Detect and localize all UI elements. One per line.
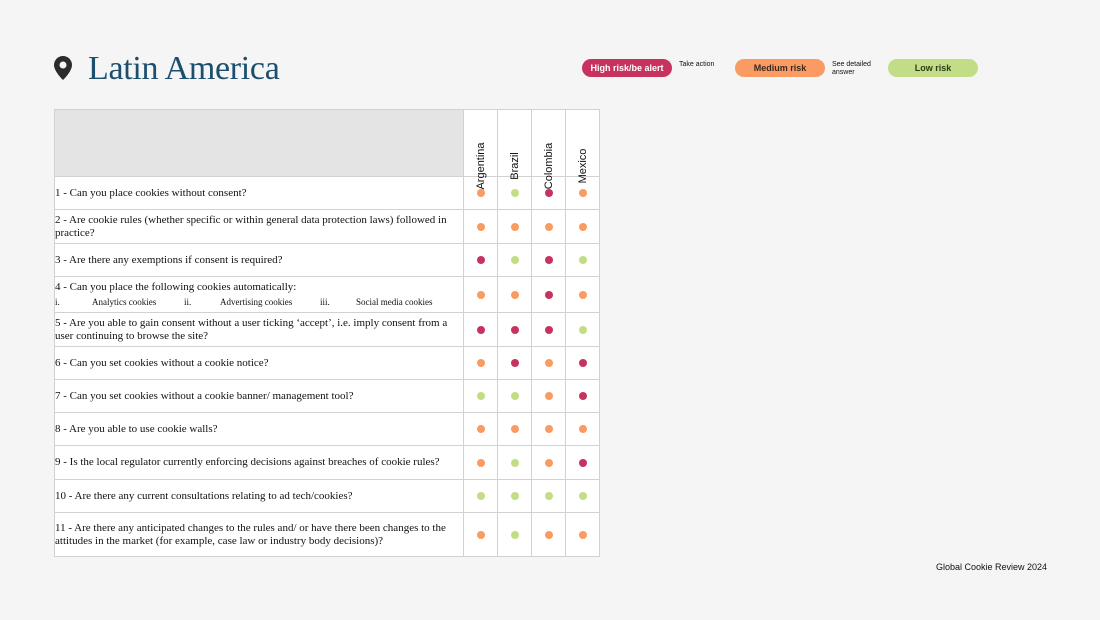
risk-dot-medium (545, 425, 553, 433)
question-cell (55, 210, 464, 244)
table-row (55, 277, 600, 313)
question-text: 7 - Can you set cookies without a cookie banner/ management tool? (55, 389, 354, 402)
risk-dot-low (477, 392, 485, 400)
risk-cell-argentina (464, 480, 498, 513)
risk-dot-medium (477, 531, 485, 539)
risk-cell-brazil (498, 480, 532, 513)
risk-cell-colombia (532, 446, 566, 480)
risk-cell-colombia (532, 210, 566, 244)
risk-cell-brazil (498, 210, 532, 244)
risk-cell-mexico (566, 480, 600, 513)
risk-dot-high (545, 189, 553, 197)
risk-cell-brazil (498, 513, 532, 557)
question-cell (55, 413, 464, 446)
question-text: 2 - Are cookie rules (whether specific or within general data protection laws) followed in practice? (55, 213, 447, 239)
risk-dot-low (477, 492, 485, 500)
table-row (55, 413, 600, 446)
table-row (55, 446, 600, 480)
risk-dot-high (545, 256, 553, 264)
risk-cell-mexico (566, 380, 600, 413)
cookie-type: Analytics cookies (92, 296, 157, 307)
country-label: Colombia (542, 142, 555, 190)
question-text: 9 - Is the local regulator currently enforcing decisions against breaches of cookie rules? (55, 456, 440, 468)
risk-dot-high (579, 459, 587, 467)
country-header-colombia (532, 110, 566, 190)
country-header-argentina (464, 110, 498, 190)
risk-dot-high (477, 256, 485, 264)
country-label: Brazil (508, 152, 521, 180)
page-header (54, 50, 280, 88)
risk-dot-medium (511, 223, 519, 231)
question-cell (55, 313, 464, 347)
cookie-type: Social media cookies (356, 296, 433, 307)
risk-cell-colombia (532, 244, 566, 277)
risk-dot-low (511, 392, 519, 400)
page-title: Latin America (88, 50, 280, 87)
table-row (55, 347, 600, 380)
question-cell (55, 347, 464, 380)
risk-cell-argentina (464, 277, 498, 313)
risk-cell-brazil (498, 177, 532, 210)
risk-dot-low (511, 189, 519, 197)
table-row (55, 313, 600, 347)
table-row (55, 513, 600, 557)
risk-table (54, 109, 600, 557)
risk-cell-brazil (498, 380, 532, 413)
question-cell (55, 244, 464, 277)
risk-cell-argentina (464, 380, 498, 413)
risk-dot-medium (477, 223, 485, 231)
question-cell (55, 277, 464, 313)
risk-dot-medium (579, 425, 587, 433)
risk-cell-argentina (464, 347, 498, 380)
question-text: 4 - Can you place the following cookies automatically: (55, 280, 297, 293)
risk-cell-argentina (464, 413, 498, 446)
risk-cell-brazil (498, 244, 532, 277)
risk-cell-colombia (532, 413, 566, 446)
question-column-header (55, 110, 464, 177)
risk-dot-medium (477, 425, 485, 433)
risk-dot-medium (579, 223, 587, 231)
risk-dot-low (511, 531, 519, 539)
cookie-type: Advertising cookies (220, 296, 293, 307)
table-row (55, 210, 600, 244)
risk-cell-mexico (566, 413, 600, 446)
risk-dot-low (511, 492, 519, 500)
table-header-row (55, 110, 600, 177)
question-text: 8 - Are you able to use cookie walls? (55, 422, 218, 435)
risk-cell-brazil (498, 277, 532, 313)
risk-cell-colombia (532, 277, 566, 313)
risk-dot-medium (545, 459, 553, 467)
list-marker: i. (55, 296, 60, 307)
cookie-type-list (55, 296, 463, 309)
risk-cell-mexico (566, 277, 600, 313)
table-row (55, 177, 600, 210)
legend-low-risk: Low risk (888, 59, 978, 77)
risk-dot-medium (545, 531, 553, 539)
table-row (55, 380, 600, 413)
risk-cell-argentina (464, 210, 498, 244)
footer-text: Global Cookie Review 2024 (936, 562, 1048, 572)
question-text: 1 - Can you place cookies without consent? (55, 186, 247, 199)
risk-cell-brazil (498, 347, 532, 380)
risk-dot-medium (477, 291, 485, 299)
risk-cell-colombia (532, 513, 566, 557)
legend-high-note: Take action (679, 61, 715, 68)
question-text: 5 - Are you able to gain consent without a user ticking ‘accept’, i.e. imply consent from a user continuing to browse the site? (55, 316, 448, 342)
risk-cell-argentina (464, 244, 498, 277)
risk-dot-low (579, 256, 587, 264)
risk-dot-high (477, 326, 485, 334)
risk-dot-medium (545, 392, 553, 400)
risk-dot-medium (579, 531, 587, 539)
risk-cell-brazil (498, 446, 532, 480)
risk-dot-medium (579, 189, 587, 197)
risk-cell-argentina (464, 446, 498, 480)
risk-dot-medium (511, 425, 519, 433)
legend-medium-note: See detailed answer (832, 61, 871, 76)
risk-dot-low (545, 492, 553, 500)
table-row (55, 244, 600, 277)
question-cell (55, 513, 464, 557)
risk-dot-high (545, 291, 553, 299)
risk-dot-high (579, 392, 587, 400)
legend-high-risk: High risk/be alert (582, 59, 672, 77)
risk-dot-medium (477, 459, 485, 467)
list-marker: iii. (320, 296, 330, 307)
risk-cell-colombia (532, 313, 566, 347)
table-row (55, 480, 600, 513)
country-label: Argentina (474, 142, 487, 190)
question-cell (55, 177, 464, 210)
risk-dot-medium (579, 291, 587, 299)
risk-dot-medium (477, 189, 485, 197)
risk-dot-low (511, 459, 519, 467)
risk-dot-medium (545, 359, 553, 367)
risk-cell-argentina (464, 313, 498, 347)
risk-cell-brazil (498, 313, 532, 347)
risk-cell-mexico (566, 446, 600, 480)
country-label: Mexico (576, 148, 589, 184)
map-pin-icon (54, 56, 74, 82)
question-text: 6 - Can you set cookies without a cookie notice? (55, 356, 269, 369)
question-cell (55, 446, 464, 480)
question-text: 11 - Are there any anticipated changes to the rules and/ or have there been changes to the attitudes in the market (for example, case law or industry body decisions)? (55, 521, 446, 547)
risk-cell-mexico (566, 244, 600, 277)
legend-medium-risk: Medium risk (735, 59, 825, 77)
question-cell (55, 480, 464, 513)
risk-dot-medium (511, 291, 519, 299)
risk-cell-colombia (532, 347, 566, 380)
risk-cell-mexico (566, 210, 600, 244)
risk-dot-low (579, 326, 587, 334)
risk-cell-brazil (498, 413, 532, 446)
question-cell (55, 380, 464, 413)
risk-cell-colombia (532, 380, 566, 413)
risk-dot-medium (477, 359, 485, 367)
risk-cell-mexico (566, 347, 600, 380)
country-header-brazil (498, 110, 532, 180)
risk-dot-high (511, 326, 519, 334)
risk-dot-high (545, 326, 553, 334)
risk-cell-mexico (566, 313, 600, 347)
risk-dot-high (511, 359, 519, 367)
risk-dot-high (579, 359, 587, 367)
risk-cell-argentina (464, 513, 498, 557)
question-text: 10 - Are there any current consultations relating to ad tech/cookies? (55, 489, 353, 502)
risk-dot-low (511, 256, 519, 264)
country-header-mexico (566, 110, 600, 184)
risk-dot-low (579, 492, 587, 500)
risk-dot-medium (545, 223, 553, 231)
list-marker: ii. (184, 296, 192, 307)
question-text: 3 - Are there any exemptions if consent is required? (55, 253, 283, 266)
risk-cell-colombia (532, 480, 566, 513)
risk-cell-mexico (566, 513, 600, 557)
